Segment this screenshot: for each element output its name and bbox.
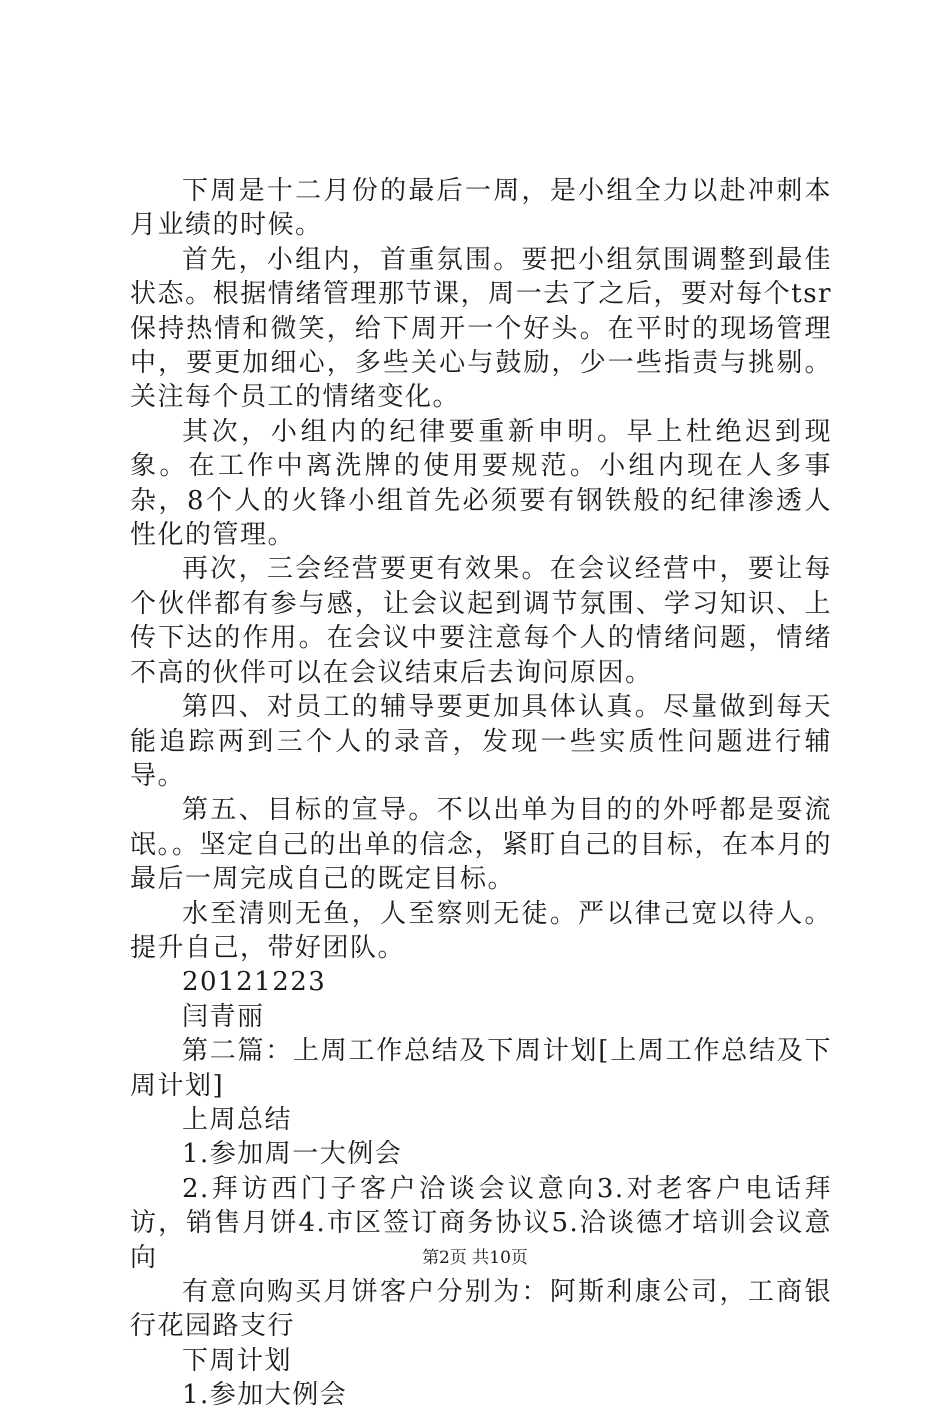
date-line: 20121223 bbox=[182, 967, 327, 998]
summary-item-1: 1.参加周一大例会 bbox=[182, 1139, 403, 1170]
paragraph-first-atmosphere: 首先，小组内，首重氛围。要把小组氛围调整到最佳状态。根据情绪管理那节课，周一去了之后，要对每个tsr保持热情和微笑，给下周开一个好头。在平时的现场管理中，要更加细心，多些关心与鼓励，少一些指责与挑剔。关注每个员工的情绪变化。 bbox=[130, 244, 832, 413]
plan-item-1: 1.参加大例会 bbox=[182, 1380, 348, 1411]
paragraph-fifth-goals: 第五、目标的宣导。不以出单为目的的外呼都是耍流氓。。坚定自己的出单的信念，紧盯自己的目标，在本月的最后一周完成自己的既定目标。 bbox=[130, 795, 833, 895]
interested-customers: 有意向购买月饼客户分别为：阿斯利康公司，工商银行花园路支行 bbox=[130, 1277, 832, 1342]
page-number-footer: 第2页 共10页 bbox=[422, 1248, 528, 1268]
paragraph-third-meetings: 再次，三会经营要更有效果。在会议经营中，要让每个伙伴都有参与感，让会议起到调节氛围、学习知识、上传下达的作用。在会议中要注意每个人的情绪问题，情绪不高的伙伴可以在会议结束后去询问原因。 bbox=[130, 554, 832, 688]
paragraph-closing: 水至清则无鱼，人至察则无徒。严以律己宽以待人。提升自己，带好团队。 bbox=[130, 898, 832, 963]
author-line: 闫青丽 bbox=[182, 1001, 265, 1032]
document-body bbox=[130, 174, 832, 1413]
paragraph-intro: 下周是十二月份的最后一周，是小组全力以赴冲刺本月业绩的时候。 bbox=[130, 176, 832, 241]
paragraph-second-discipline: 其次，小组内的纪律要重新申明。早上杜绝迟到现象。在工作中离洗牌的使用要规范。小组内现在人多事杂，8个人的火锋小组首先必须要有钢铁般的纪律渗透人性化的管理。 bbox=[130, 416, 832, 551]
paragraph-fourth-coaching: 第四、对员工的辅导要更加具体认真。尽量做到每天能追踪两到三个人的录音，发现一些实质性问题进行辅导。 bbox=[130, 692, 832, 791]
last-week-summary-heading: 上周总结 bbox=[182, 1104, 293, 1135]
summary-items-2-5: 2.拜访西门子客户洽谈会议意向3.对老客户电话拜访，销售月饼4.市区签订商务协议5.洽谈德才培训会议意向 bbox=[130, 1173, 832, 1273]
next-week-plan-heading: 下周计划 bbox=[182, 1345, 293, 1376]
section-two-title: 第二篇：上周工作总结及下周计划[上周工作总结及下周计划] bbox=[130, 1036, 832, 1101]
